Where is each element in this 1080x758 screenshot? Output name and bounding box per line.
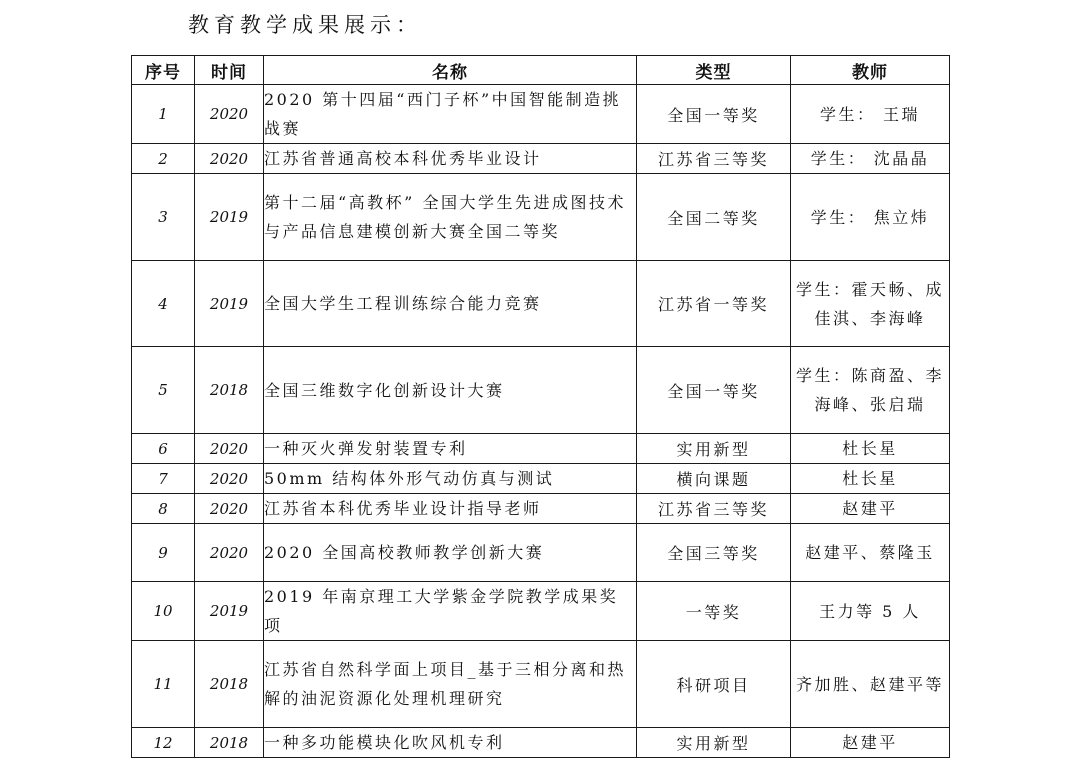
cell-name: 2020 第十四届“西门子杯”中国智能制造挑战赛	[264, 85, 637, 144]
cell-teacher: 赵建平	[791, 494, 950, 524]
cell-teacher: 齐加胜、赵建平等	[791, 641, 950, 728]
cell-index: 8	[132, 494, 195, 524]
cell-year: 2018	[195, 347, 264, 434]
cell-index: 1	[132, 85, 195, 144]
cell-teacher: 学生：霍天畅、成佳淇、李海峰	[791, 261, 950, 347]
cell-teacher: 学生：陈商盈、李海峰、张启瑞	[791, 347, 950, 434]
cell-index: 7	[132, 464, 195, 494]
document-title: 教育教学成果展示：	[188, 13, 422, 37]
cell-type: 江苏省一等奖	[637, 261, 791, 347]
cell-name: 江苏省自然科学面上项目_基于三相分离和热解的油泥资源化处理机理研究	[264, 641, 637, 728]
cell-year: 2020	[195, 524, 264, 582]
table-row	[132, 144, 950, 174]
table-row	[132, 85, 950, 144]
header-index: 序号	[132, 56, 195, 85]
cell-name: 全国三维数字化创新设计大赛	[264, 347, 637, 434]
cell-index: 9	[132, 524, 195, 582]
cell-teacher: 王力等 5 人	[791, 582, 950, 641]
table-row	[132, 641, 950, 728]
cell-index: 6	[132, 434, 195, 464]
cell-index: 10	[132, 582, 195, 641]
cell-name: 全国大学生工程训练综合能力竞赛	[264, 261, 637, 347]
cell-name: 2019 年南京理工大学紫金学院教学成果奖项	[264, 582, 637, 641]
table-row	[132, 261, 950, 347]
cell-teacher: 学生： 沈晶晶	[791, 144, 950, 174]
table-row	[132, 524, 950, 582]
table-row	[132, 347, 950, 434]
table-body	[132, 85, 950, 758]
cell-type: 江苏省三等奖	[637, 494, 791, 524]
cell-teacher: 赵建平	[791, 728, 950, 758]
cell-type: 全国三等奖	[637, 524, 791, 582]
cell-name: 江苏省普通高校本科优秀毕业设计	[264, 144, 637, 174]
cell-name: 江苏省本科优秀毕业设计指导老师	[264, 494, 637, 524]
cell-year: 2020	[195, 434, 264, 464]
cell-type: 全国二等奖	[637, 174, 791, 261]
cell-index: 4	[132, 261, 195, 347]
cell-teacher: 赵建平、蔡隆玉	[791, 524, 950, 582]
cell-index: 5	[132, 347, 195, 434]
table-row	[132, 728, 950, 758]
cell-name: 一种灭火弹发射装置专利	[264, 434, 637, 464]
cell-index: 12	[132, 728, 195, 758]
table-row	[132, 174, 950, 261]
cell-type: 科研项目	[637, 641, 791, 728]
header-name: 名称	[264, 56, 637, 85]
cell-type: 全国一等奖	[637, 347, 791, 434]
cell-name: 第十二届“高教杯” 全国大学生先进成图技术与产品信息建模创新大赛全国二等奖	[264, 174, 637, 261]
cell-teacher: 杜长星	[791, 434, 950, 464]
table-row	[132, 434, 950, 464]
cell-type: 横向课题	[637, 464, 791, 494]
cell-name: 50mm 结构体外形气动仿真与测试	[264, 464, 637, 494]
cell-name: 2020 全国高校教师教学创新大赛	[264, 524, 637, 582]
cell-year: 2020	[195, 144, 264, 174]
achievements-table	[131, 55, 950, 758]
cell-type: 江苏省三等奖	[637, 144, 791, 174]
cell-type: 一等奖	[637, 582, 791, 641]
cell-type: 全国一等奖	[637, 85, 791, 144]
cell-year: 2020	[195, 494, 264, 524]
cell-year: 2019	[195, 174, 264, 261]
cell-type: 实用新型	[637, 434, 791, 464]
cell-teacher: 学生： 王瑞	[791, 85, 950, 144]
table-row	[132, 464, 950, 494]
cell-year: 2019	[195, 582, 264, 641]
cell-year: 2020	[195, 85, 264, 144]
table-header-row	[132, 56, 950, 85]
cell-year: 2020	[195, 464, 264, 494]
cell-index: 2	[132, 144, 195, 174]
cell-index: 3	[132, 174, 195, 261]
cell-year: 2018	[195, 641, 264, 728]
cell-type: 实用新型	[637, 728, 791, 758]
cell-year: 2019	[195, 261, 264, 347]
header-year: 时间	[195, 56, 264, 85]
cell-name: 一种多功能模块化吹风机专利	[264, 728, 637, 758]
cell-teacher: 学生： 焦立炜	[791, 174, 950, 261]
table-row	[132, 582, 950, 641]
header-type: 类型	[637, 56, 791, 85]
header-teacher: 教师	[791, 56, 950, 85]
cell-index: 11	[132, 641, 195, 728]
cell-teacher: 杜长星	[791, 464, 950, 494]
cell-year: 2018	[195, 728, 264, 758]
table-row	[132, 494, 950, 524]
